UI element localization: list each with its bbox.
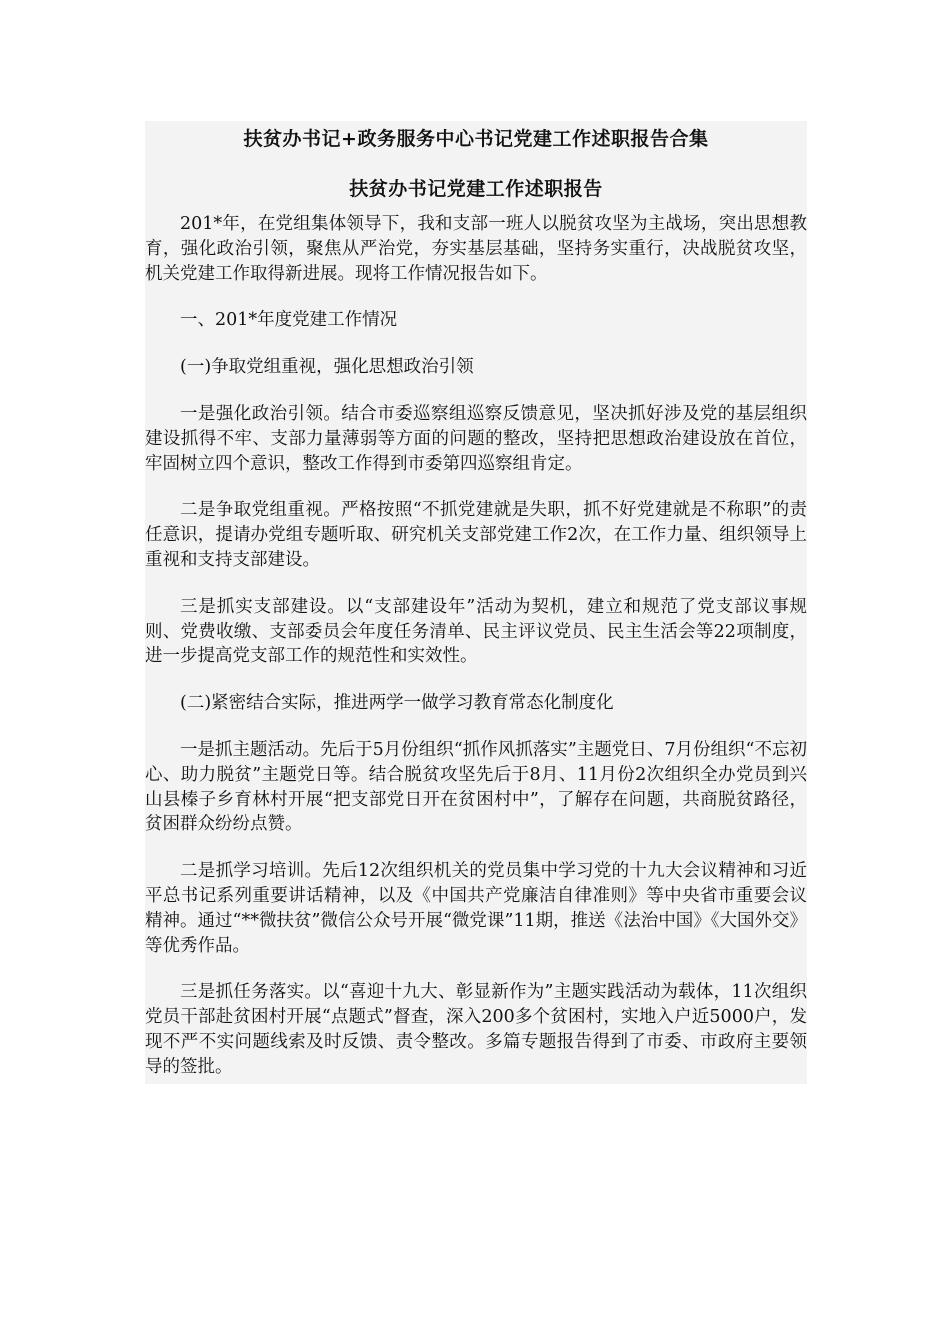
section-heading: 一、201*年度党建工作情况 bbox=[180, 310, 398, 331]
document-body bbox=[145, 121, 807, 1084]
body-paragraph: 二是抓学习培训。先后12次组织机关的党员集中学习党的十九大会议精神和习近平总书记系列重要讲话精神，以及《中国共产党廉洁自律准则》等中央省市重要会议精神。通过“**微扶贫”微信公众号开展“微党课”11期，推送《法治中国》《大国外交》等优秀作品。 bbox=[145, 861, 807, 956]
spacer bbox=[145, 716, 807, 738]
spacer bbox=[145, 380, 807, 402]
body-paragraph: 二是争取党组重视。严格按照“不抓党建就是失职，抓不好党建就是不称职”的责任意识，提请办党组专题听取、研究机关支部党建工作2次，在工作力量、组织领导上重视和支持支部建设。 bbox=[145, 500, 807, 570]
spacer bbox=[145, 333, 807, 355]
spacer bbox=[145, 669, 807, 691]
body-paragraph: 一是强化政治引领。结合市委巡察组巡察反馈意见，坚决抓好涉及党的基层组织建设抓得不牢、支部力量薄弱等方面的问题的整改，坚持把思想政治建设放在首位，牢固树立四个意识，整改工作得到市委第四巡察组肯定。 bbox=[145, 403, 807, 474]
document-subtitle: 扶贫办书记党建工作述职报告 bbox=[349, 178, 603, 200]
intro-paragraph: 201*年，在党组集体领导下，我和支部一班人以脱贫攻坚为主战场，突出思想教育，强化政治引领，聚焦从严治党，夯实基层基础，坚持务实重行，决战脱贫攻坚，机关党建工作取得新进展。现将工作情况报告如下。 bbox=[145, 214, 807, 284]
subsection-heading: (二)紧密结合实际，推进两学一做学习教育常态化制度化 bbox=[180, 693, 614, 714]
body-paragraph: 一是抓主题活动。先后于5月份组织“抓作风抓落实”主题党日、7月份组织“不忘初心、助力脱贫”主题党日等。结合脱贫攻坚先后于8月、11月份2次组织全办党员到兴山县榛子乡育林村开展“把支部党日开在贫困村中”，了解存在问题，共商脱贫路径，贫困群众纷纷点赞。 bbox=[145, 739, 807, 835]
document-title: 扶贫办书记+政务服务中心书记党建工作述职报告合集 bbox=[243, 128, 709, 150]
body-paragraph: 三是抓实支部建设。以“支部建设年”活动为契机，建立和规范了党支部议事规则、党费收缴、支部委员会年度任务清单、民主评议党员、民主生活会等22项制度，进一步提高党支部工作的规范性和实效性。 bbox=[145, 596, 807, 667]
spacer bbox=[145, 286, 807, 308]
subsection-heading: (一)争取党组重视，强化思想政治引领 bbox=[180, 357, 474, 378]
body-paragraph: 三是抓任务落实。以“喜迎十九大、彰显新作为”主题实践活动为载体，11次组织党员干部赴贫困村开展“点题式”督查，深入200多个贫困村，实地入户近5000户，发现不严不实问题线索及时反馈、责令整改。多篇专题报告得到了市委、市政府主要领导的签批。 bbox=[145, 982, 807, 1077]
